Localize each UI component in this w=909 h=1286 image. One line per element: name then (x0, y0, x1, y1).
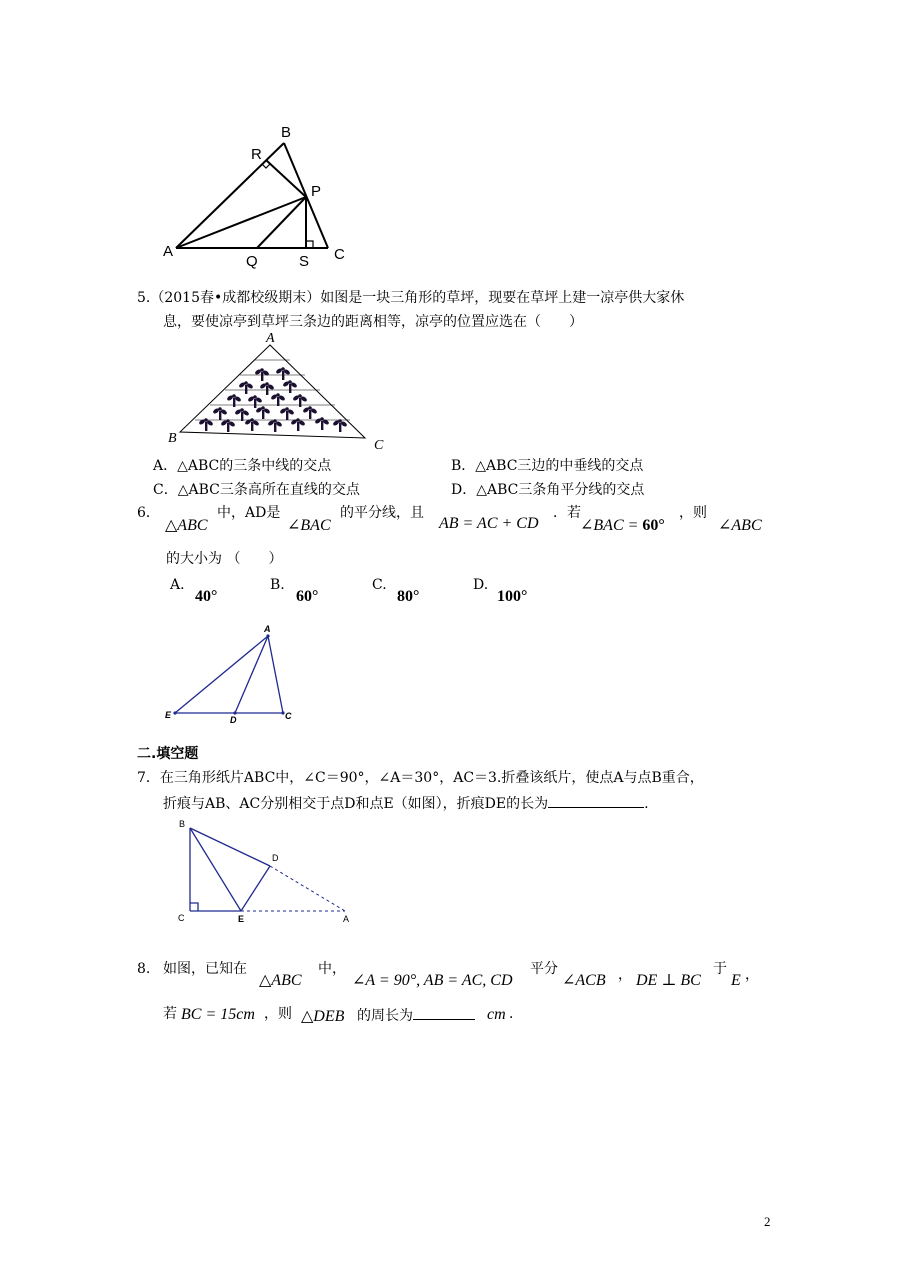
q6-option-d-letter: D. (473, 577, 489, 593)
q6-option-c-value: 80° (397, 588, 420, 605)
q8-text-ruo: 若 (163, 1006, 177, 1022)
q6-fig-label-c: C (285, 711, 292, 721)
q5-source: （2015春•成都校级期末） (150, 290, 321, 306)
q8-triangle: △ABC (259, 972, 302, 989)
q5-option-c: C．△ABC三条高所在直线的交点 (153, 482, 360, 498)
q6-fig-label-a: A (264, 624, 271, 634)
q5-stem-line2: 息，要使凉亭到草坪三条边的距离相等，凉亭的位置应选在（ ） (163, 314, 583, 330)
q7-fig-label-d: D (272, 853, 279, 863)
q8-text-8 (357, 1005, 475, 1025)
q5-option-b: B．△ABC三边的中垂线的交点 (451, 458, 644, 474)
q8-point-e: E (731, 972, 741, 989)
q7-number: 7． (137, 770, 160, 786)
q7-fig-label-a: A (343, 914, 350, 924)
q6-fig-label-e: E (165, 710, 172, 720)
q8-perpendicular: DE ⊥ BC (636, 972, 701, 989)
q8-number: 8. (137, 961, 151, 977)
q6-eq2-equals: = (623, 517, 643, 534)
q6-equation-1: AB = AC + CD (439, 515, 539, 532)
fig1-label-b: B (281, 124, 292, 141)
q5-option-a: A．△ABC的三条中线的交点 (153, 458, 332, 474)
q8-text-5: 于 (713, 961, 727, 977)
q8-text-4: ， (618, 967, 632, 983)
fig1-label-r: R (251, 146, 262, 163)
q5-fig-label-b: B (168, 431, 177, 446)
q6-angle-bac: ∠BAC (287, 517, 331, 534)
q6-number: 6． (137, 505, 160, 521)
q8-triangle-deb: △DEB (301, 1008, 345, 1025)
q6-angle-abc: ∠ABC (718, 517, 762, 534)
q7-line1-text: 在三角形纸片ABC中，∠C＝90°，∠A＝30°，AC＝3.折叠该纸片，使点A与点B重合， (159, 770, 704, 786)
q6-eq2-value: 60° (642, 517, 665, 534)
q8-text-7: ，则 (264, 1006, 292, 1022)
fig1-label-q: Q (246, 253, 258, 270)
q6-text-bisector: 的平分线，且 (340, 505, 424, 521)
q6-option-d-value: 100° (497, 588, 528, 605)
fig1-label-c: C (334, 246, 345, 263)
q6-eq2-angle: ∠BAC (580, 517, 624, 534)
q6-option-b-value: 60° (296, 588, 319, 605)
q5-stem-line1: 如图是一块三角形的草坪，现要在草坪上建一凉亭供大家休 (320, 290, 685, 306)
page-number: 2 (764, 1214, 771, 1229)
q6-triangle: △ABC (165, 517, 208, 534)
q6-text-ze: ，则 (679, 505, 707, 521)
q5-option-d: D．△ABC三条角平分线的交点 (451, 482, 645, 498)
q6-text-zhong: 中，AD是 (217, 505, 281, 521)
q8-text-3: 平分 (530, 961, 558, 977)
q8-angle-acb: ∠ACB (562, 972, 606, 989)
q6-option-b-letter: B. (270, 577, 285, 593)
q8-text-1: 如图，已知在 (163, 961, 247, 977)
q6-option-a-letter: A. (170, 577, 185, 593)
q6-option-a-value: 40° (195, 588, 218, 605)
q8-condition: ∠A = 90°, AB = AC, CD (352, 972, 513, 989)
q8-text-6: ， (745, 967, 759, 983)
q7-fig-label-c: C (178, 913, 185, 923)
q8-end: ． (509, 1006, 523, 1022)
q8-bc-length: BC = 15cm (181, 1006, 255, 1023)
q6-line2: 的大小为 （ ） (166, 551, 283, 567)
q6-fig-label-d: D (230, 715, 237, 725)
q6-text-ruo: ．若 (553, 505, 581, 521)
q7-line2-text: 折痕与AB、AC分别相交于点D和点E（如图），折痕DE的长为 (163, 796, 549, 812)
fig1-label-s: S (299, 253, 310, 270)
section-2-title: 二.填空题 (137, 746, 199, 762)
q8-perimeter-label: 的周长为 (357, 1008, 413, 1024)
q7-fig-label-b: B (179, 819, 186, 829)
q5-number: 5. (137, 290, 151, 306)
q8-answer-blank[interactable] (413, 1005, 475, 1020)
fig1-label-a: A (163, 243, 174, 260)
q7-fig-label-e: E (238, 914, 245, 924)
q6-option-c-letter: C. (372, 577, 387, 593)
q7-end: . (644, 796, 649, 812)
q8-text-2: 中， (318, 961, 346, 977)
q5-fig-label-c: C (374, 438, 384, 453)
fig1-label-p: P (311, 183, 322, 200)
q8-unit: cm (487, 1006, 506, 1023)
q5-fig-label-a: A (266, 331, 275, 346)
